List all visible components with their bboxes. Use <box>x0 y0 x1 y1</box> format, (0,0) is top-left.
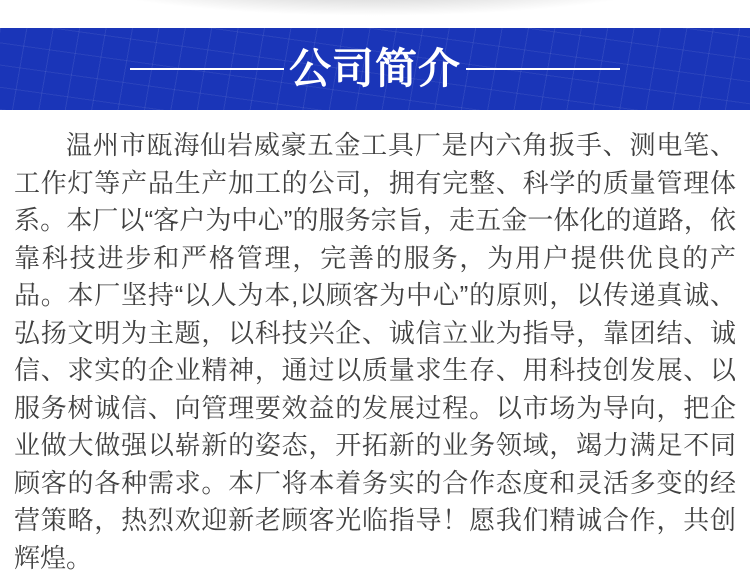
top-shadow <box>0 0 750 28</box>
title-decorative-line-right <box>466 68 620 70</box>
section-title: 公司简介 <box>288 45 461 92</box>
company-intro-paragraph: 温州市瓯海仙岩威豪五金工具厂是内六角扳手、测电笔、工作灯等产品生产加工的公司，拥有完整、科学的质量管理体系。本厂以“客户为中心”的服务宗旨，走五金一体化的道路，依靠科技进步和严格管理，完善的服务，为用户提供优良的产品。本厂坚持“以人为本,以顾客为中心”的原则，以传递真诚、弘扬文明为主题，以科技兴企、诚信立业为指导，靠团结、诚信、求实的企业精神，通过以质量求生存、用科技创发展、以服务树诚信、向管理要效益的发展过程。以市场为导向，把企业做大做强以崭新的姿态，开拓新的业务领域，竭力满足不同顾客的各种需求。本厂将本着务实的合作态度和灵活多变的经营策略，热烈欢迎新老顾客光临指导！愿我们精诚合作，共创辉煌。 <box>14 130 736 573</box>
company-intro-banner <box>0 28 750 110</box>
title-decorative-line-left <box>130 68 284 70</box>
